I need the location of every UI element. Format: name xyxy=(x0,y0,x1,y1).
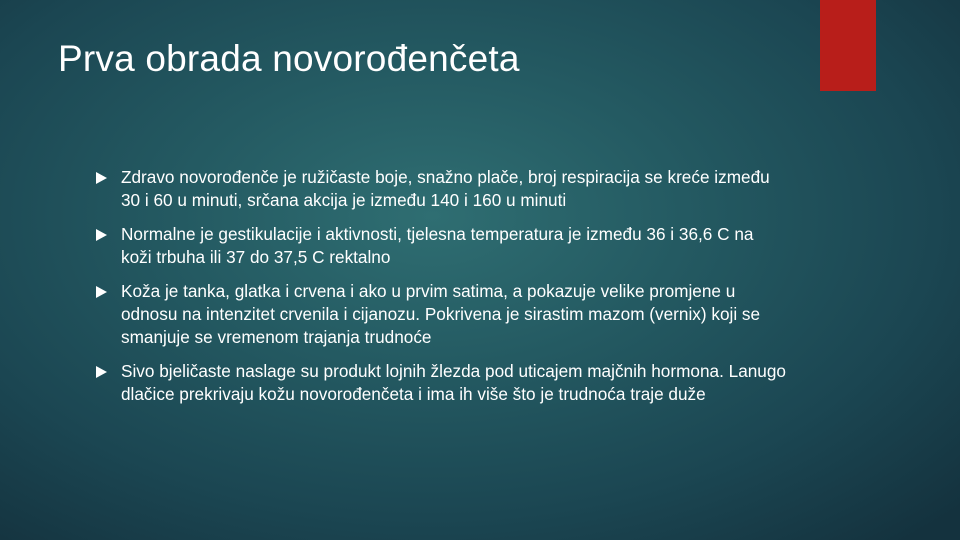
triangle-right-icon xyxy=(96,286,107,298)
bullet-text: Sivo bjeličaste naslage su produkt lojnih žlezda pod uticajem majčnih hormona. Lanugo dlačice prekrivaju kožu novorođenčeta i ima ih više što je trudnoća traje duže xyxy=(121,361,786,404)
triangle-right-icon xyxy=(96,229,107,241)
bullet-item xyxy=(96,280,786,349)
bullet-item xyxy=(96,223,786,269)
bullet-text: Normalne je gestikulacije i aktivnosti, tjelesna temperatura je između 36 i 36,6 C na koži trbuha ili 37 do 37,5 C rektalno xyxy=(121,224,754,267)
bullet-text: Zdravo novorođenče je ružičaste boje, snažno plače, broj respiracija se kreće između 30 i 60 u minuti, srčana akcija je između 140 i 160 u minuti xyxy=(121,167,770,210)
triangle-right-icon xyxy=(96,366,107,378)
bullet-text: Koža je tanka, glatka i crvena i ako u prvim satima, a pokazuje velike promjene u odnosu na intenzitet crvenila i cijanozu. Pokrivena je sirastim mazom (vernix) koji se smanjuje se vremenom trajanja trudnoće xyxy=(121,281,761,347)
bullet-item xyxy=(96,360,786,406)
triangle-right-icon xyxy=(96,172,107,184)
bullet-item xyxy=(96,166,786,212)
bullet-list xyxy=(96,166,786,406)
slide-title: Prva obrada novorođenčeta xyxy=(58,38,520,79)
accent-bar xyxy=(820,0,876,91)
